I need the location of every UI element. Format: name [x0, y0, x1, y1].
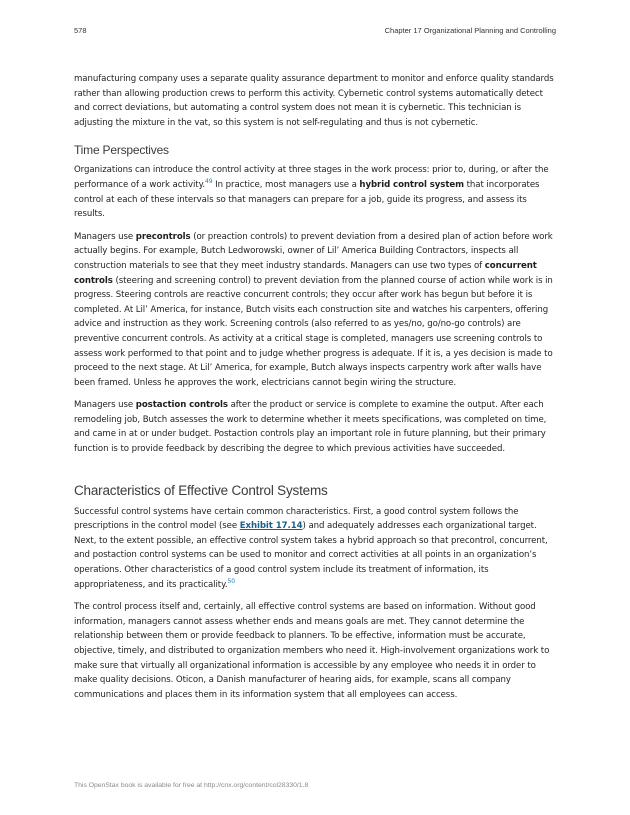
section-heading-characteristics: Characteristics of Effective Control Systems: [74, 482, 328, 498]
intro-paragraph: manufacturing company uses a separate quality assurance department to monitor and enforce quality standards rather than allowing production crews to perform this activity. Cybernetic control systems automatically detect and correct deviations, but automating a control system does not mean it is cybernetic. This technician is adjusting the mixture in the vat, so this system is not self-regulating and thus is not cybernetic.: [74, 74, 554, 128]
running-header-chapter-title: Chapter 17 Organizational Planning and Controlling: [384, 26, 556, 35]
time-perspectives-paragraph-2: Managers use precontrols (or preaction controls) to prevent deviation from a desired plan of action before work actually begins. For example, Butch Ledworowski, owner of Lil’ America Building Contractors, inspects all construction materials to see that they meet industry standards. Managers can use two types of concurrent controls (steering and screening control) to prevent deviation from the planned course of action while work is in progress. Steering controls are reactive concurrent controls; they occur after work has begun but before it is completed. At Lil’ America, for instance, Butch visits each construction site and watches his carpenters, offering advice and instruction as they work. Screening controls (also referred to as yes/no, go/no-go controls) are preventive concurrent controls. As activity at a critical stage is completed, managers use screening controls to assess work performed to that point and to judge whether progress is adequate. If it is, a yes decision is made to proceed to the next stage. At Lil’ America, for example, Butch always inspects carpentry work after walls have been framed. Unless he approves the work, electricians cannot begin wiring the structure.: [74, 231, 553, 388]
time-perspectives-paragraph-1: Organizations can introduce the control activity at three stages in the work process: prior to, during, or after the performance of a work activity.$^{49}$ In practice, most managers use a hybrid control system that incorporates control at each of these intervals so that managers can prepare for a job, guide its progress, and assess its results.: [74, 165, 549, 220]
characteristics-paragraph-2: The control process itself and, certainly, all effective control systems are based on information. Without good information, managers cannot assess whether ends and means goals are met. They cannot determine the relationship between them or provide feedback to planners. To be effective, information must be accurate, objective, timely, and distributed to organization members who need it. High-involvement organizations work to make sure that virtually all organizational information is accessible by any employee who needs it in order to make quality decisions. Oticon, a Danish manufacturer of hearing aids, for example, scans all company communications and places them in its information system that all employees can access.: [74, 602, 550, 700]
term-precontrols: precontrols: [135, 231, 191, 242]
term-concurrent-controls: concurrent controls: [74, 260, 537, 286]
time-perspectives-paragraph-3: Managers use postaction controls after the product or service is complete to examine the output. After each remodeling job, Butch assesses the work to determine whether it meets specifications, was completed on time, and came in at or under budget. Postaction controls play an important role in future planning, but their primary function is to provide feedback by describing the degree to which previous activities have succeeded.: [74, 400, 547, 455]
page-number: 578: [74, 26, 87, 35]
page-content: [74, 72, 558, 710]
section-heading-time-perspectives: Time Perspectives: [74, 143, 169, 158]
term-postaction-controls: postaction controls: [135, 400, 228, 411]
endnote-ref-50[interactable]: 50: [227, 577, 236, 585]
characteristics-paragraph-1: Successful control systems have certain common characteristics. First, a good control system follows the prescriptions in the control model (see Exhibit 17.14) and adequately addresses each organizational target. Next, to the extent possible, an effective control system takes a hybrid approach so that precontrol, concurrent, and postaction control systems can be used to monitor and correct activities at all points in an organization’s operations. Other characteristics of a good control system include its treatment of information, its appropriateness, and its practicality.$^{50}$: [74, 506, 548, 590]
endnote-ref-49[interactable]: 49: [205, 177, 213, 185]
exhibit-17-14-link[interactable]: Exhibit 17.14: [239, 521, 303, 532]
term-hybrid-control-system: hybrid control system: [359, 179, 464, 190]
footer-availability-note: This OpenStax book is available for free at http://cnx.org/content/col28330/1.8: [74, 782, 309, 789]
